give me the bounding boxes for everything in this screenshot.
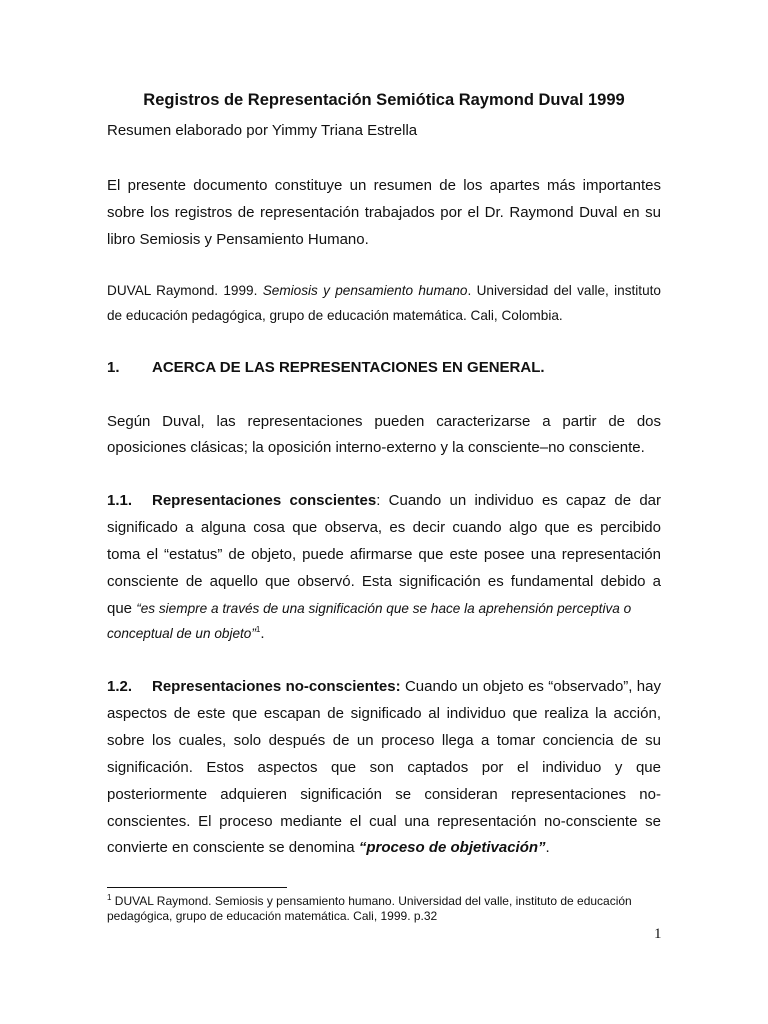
subsection-1-2-heading: Representaciones no-conscientes: xyxy=(152,678,401,695)
quote-text-1: “es siempre a través de una significación que se hace la aprehensión perceptiva o xyxy=(136,601,632,616)
subsection-1-1-line-2: significado a alguna cosa que observa, es decir cuando algo que es percibido xyxy=(107,519,661,536)
subsection-1-1-line-3: toma el “estatus” de objeto, puede afirmarse que este posee una representación xyxy=(107,546,661,563)
subsection-1-2-line-2: aspectos de este que escapan de significado al individuo que realiza la acción, xyxy=(107,705,661,722)
subsection-1-1-quote-line-1 xyxy=(107,600,661,618)
page-number: 1 xyxy=(654,926,662,942)
footnote-text-1: DUVAL Raymond. Semiosis y pensamiento humano. Universidad del valle, instituto de educación xyxy=(111,894,632,908)
section-1-title: ACERCA DE LAS REPRESENTACIONES EN GENERAL. xyxy=(152,359,545,376)
intro-line-2: sobre los registros de representación trabajados por el Dr. Raymond Duval en su xyxy=(107,204,661,221)
footnote-reference-mark[interactable]: 1 xyxy=(255,625,261,634)
subsection-1-2-line-1 xyxy=(107,678,661,696)
document-subtitle: Resumen elaborado por Yimmy Triana Estrella xyxy=(107,122,418,139)
subsection-1-1-quote-line-2 xyxy=(107,625,661,643)
subsection-1-2-line-3: sobre los cuales, solo después de un proceso llega a tomar conciencia de su xyxy=(107,732,661,749)
footnote-line-2: pedagógica, grupo de educación matemática. Cali, 1999. p.32 xyxy=(107,909,438,923)
footnote-line-1 xyxy=(107,894,667,909)
reference-line-2: de educación pedagógica, grupo de educación matemática. Cali, Colombia. xyxy=(107,308,563,323)
quote-text-2: conceptual de un objeto” xyxy=(107,626,256,641)
subsection-1-2-line-4: significación. Estos aspectos que son captados por el individuo y que xyxy=(107,759,661,776)
subsection-1-2-line-7 xyxy=(107,839,661,857)
quote-lead: que xyxy=(107,600,137,617)
subsection-1-1-number: 1.1. xyxy=(107,492,133,509)
subsection-1-2-line-5: posteriormente adquieren significación se consideran representaciones no- xyxy=(107,786,661,803)
reference-post: . Universidad del valle, instituto xyxy=(467,283,661,298)
subsection-1-1-line-4: consciente de aquello que observó. Esta significación es fundamental debido a xyxy=(107,573,661,590)
subsection-1-1-line-1 xyxy=(107,492,661,510)
intro-line-1: El presente documento constituye un resumen de los apartes más importantes xyxy=(107,177,661,194)
reference-book-title: Semiosis y pensamiento humano xyxy=(262,283,468,298)
document-title: Registros de Representación Semiótica Raymond Duval 1999 xyxy=(143,91,625,109)
subsection-1-2-line-1-rest: Cuando un objeto es “observado”, hay xyxy=(400,678,661,695)
section-1-number: 1. xyxy=(107,359,120,376)
objetivacion-lead: convierte en consciente se denomina xyxy=(107,839,359,856)
reference-line-1 xyxy=(107,282,661,300)
footnote-mark: 1 xyxy=(107,893,112,902)
reference-pre: DUVAL Raymond. 1999. xyxy=(107,283,263,298)
section-1-line-1: Según Duval, las representaciones pueden caracterizarse a partir de dos xyxy=(107,413,661,430)
section-1-heading xyxy=(107,359,661,377)
intro-line-3: libro Semiosis y Pensamiento Humano. xyxy=(107,231,369,248)
subsection-1-2-number: 1.2. xyxy=(107,678,133,695)
objetivacion-end: . xyxy=(545,839,550,856)
section-1-line-2: oposiciones clásicas; la oposición interno-externo y la consciente–no consciente. xyxy=(107,439,645,456)
footnote-separator xyxy=(107,887,287,888)
subsection-1-2-line-6: conscientes. El proceso mediante el cual una representación no-consciente se xyxy=(107,813,661,830)
quote-end: . xyxy=(260,625,265,642)
subsection-1-1-line-1-rest: : Cuando un individuo es capaz de dar xyxy=(376,492,662,509)
subsection-1-1-heading: Representaciones conscientes xyxy=(152,492,377,509)
objetivacion-term: “proceso de objetivación” xyxy=(358,839,546,856)
